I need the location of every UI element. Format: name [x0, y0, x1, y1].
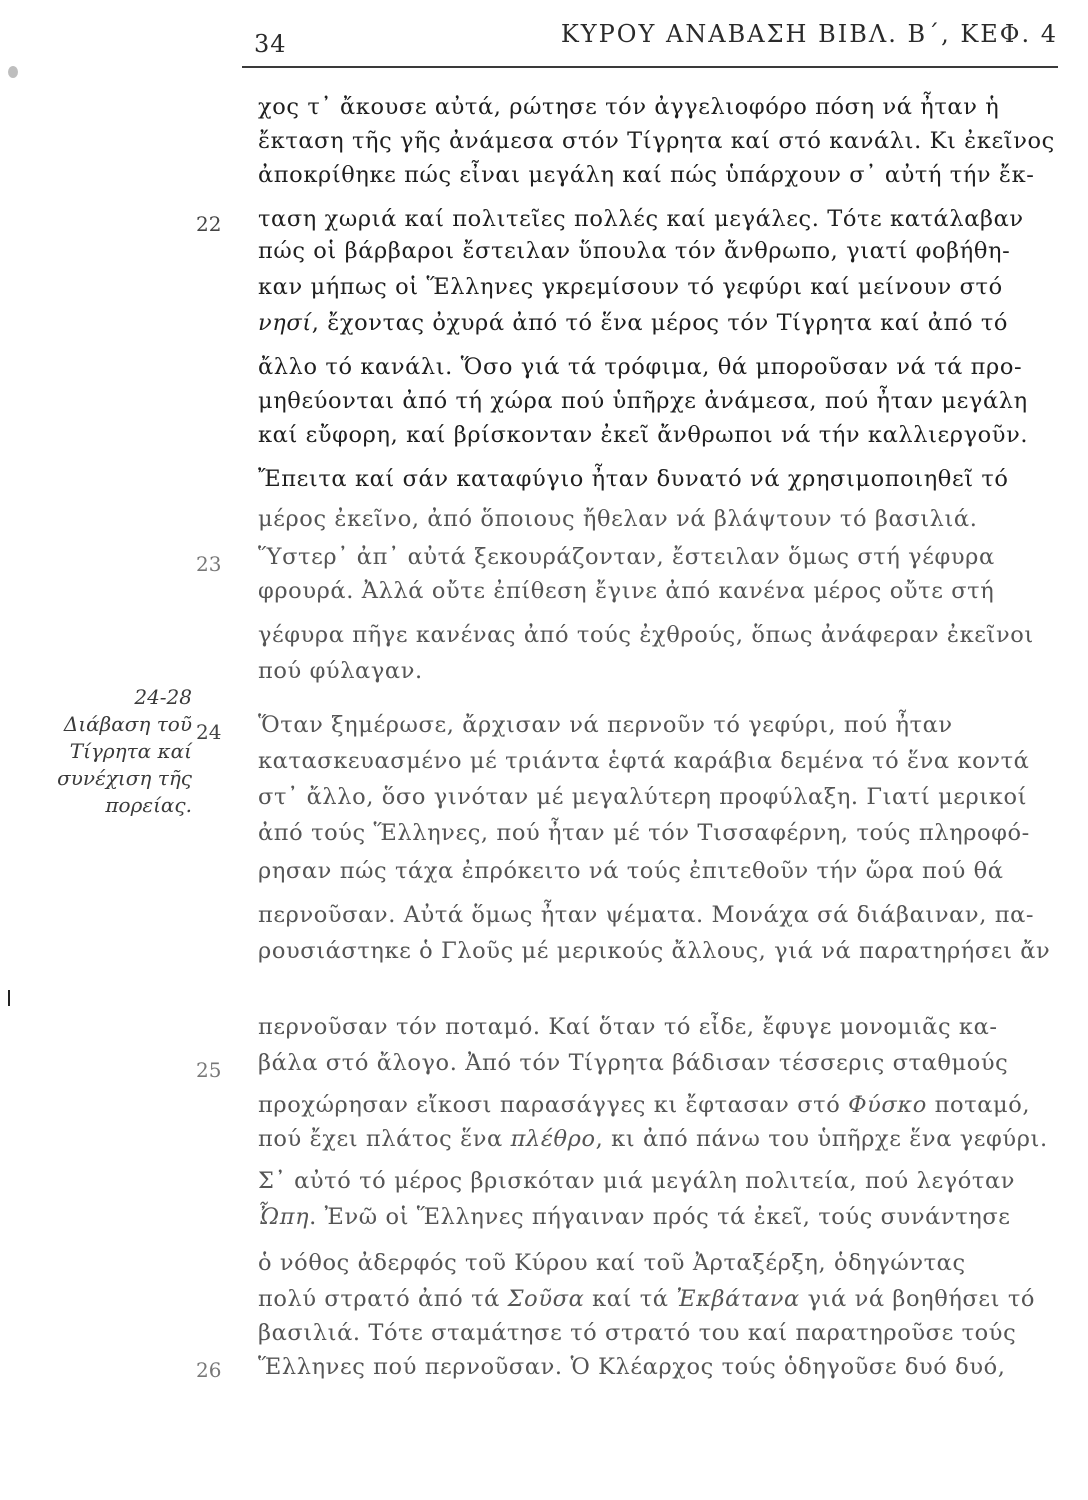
italic-term: Ὦπη [258, 1204, 310, 1230]
italic-term: πλέθρο [510, 1126, 596, 1152]
text-span: ποταμό, [926, 1092, 1031, 1118]
text-line: βάλα στό ἄλογο. Ἀπό τόν Τίγρητα βάδισαν τέσσερις σταθμούς [258, 1050, 1009, 1076]
text-line: πού φύλαγαν. [258, 658, 423, 684]
text-line [258, 1128, 1048, 1151]
margin-note-line: συνέχιση τῆς [57, 766, 192, 790]
italic-term: Σοῦσα [507, 1286, 585, 1312]
text-line: χος τ᾿ ἄκουσε αὐτά, ρώτησε τόν ἀγγελιοφόρο πόση νά ἦταν ἡ [258, 94, 1000, 120]
section-number-23: 23 [196, 552, 222, 576]
text-span: , ἔχοντας ὀχυρά ἀπό τό ἕνα μέρος τόν Τίγρητα καί ἀπό τό [311, 310, 1009, 336]
section-number-25: 25 [196, 1058, 222, 1082]
text-line: Σ᾿ αὐτό τό μέρος βρισκόταν μιά μεγάλη πολιτεία, πού λεγόταν [258, 1168, 1016, 1194]
text-span: . Ἐνῶ οἱ Ἕλληνες πήγαιναν πρός τά ἐκεῖ, τούς συνάντησε [309, 1204, 1011, 1230]
text-line: ἀπό τούς Ἕλληνες, πού ἦταν μέ τόν Τισσαφέρνη, τούς πληροφό- [258, 820, 1030, 846]
margin-note [12, 684, 192, 819]
text-span: πολύ στρατό ἀπό τά [258, 1286, 508, 1312]
text-line: πώς οἱ βάρβαροι ἔστειλαν ὕπουλα τόν ἄνθρωπο, γιατί φοβήθη- [258, 238, 1011, 264]
text-line: Ἔπειτα καί σάν καταφύγιο ἦταν δυνατό νά χρησιμοποιηθεῖ τό [258, 466, 1009, 492]
text-line: μέρος ἐκεῖνο, ἀπό ὅποιους ἤθελαν νά βλάψτουν τό βασιλιά. [258, 506, 978, 532]
text-line: ρησαν πώς τάχα ἐπρόκειτο νά τούς ἐπιτεθοῦν τήν ὥρα πού θά [258, 858, 1004, 884]
italic-term: Ἐκβάτανα [676, 1286, 800, 1312]
text-span: καί τά [584, 1286, 677, 1312]
text-line: καν μήπως οἱ Ἕλληνες γκρεμίσουν τό γεφύρι καί μείνουν στό [258, 274, 1003, 300]
text-line: βασιλιά. Τότε σταμάτησε τό στρατό του καί παρατηροῦσε τούς [258, 1320, 1017, 1346]
text-line: μηθεύονται ἀπό τή χώρα πού ὑπῆρχε ἀνάμεσα, πού ἦταν μεγάλη [258, 388, 1028, 414]
section-number-26: 26 [196, 1358, 222, 1382]
italic-term: νησί [258, 310, 312, 336]
text-line: ἀποκρίθηκε πώς εἶναι μεγάλη καί πώς ὑπάρχουν σ᾿ αὐτή τήν ἔκ- [258, 162, 1035, 188]
text-line: καί εὔφορη, καί βρίσκονταν ἐκεῖ ἄνθρωποι νά τήν καλλιεργοῦν. [258, 422, 1029, 448]
text-line: κατασκευασμένο μέ τριάντα ἑφτά καράβια δεμένα τό ἕνα κοντά [258, 748, 1030, 774]
italic-term: Φύσκο [848, 1092, 927, 1118]
margin-note-line: Τίγρητα καί [69, 739, 192, 763]
text-line: ἔκταση τῆς γῆς ἀνάμεσα στόν Τίγρητα καί στό κανάλι. Κι ἐκεῖνος [258, 128, 1055, 154]
page-number: 34 [254, 30, 287, 58]
margin-note-line: πορείας. [105, 793, 192, 817]
section-number-24: 24 [196, 720, 222, 744]
text-line: Ἕλληνες πού περνοῦσαν. Ὁ Κλέαρχος τούς ὁδηγοῦσε δυό δυό, [258, 1354, 1006, 1380]
running-header: ΚΥΡΟΥ ΑΝΑΒΑΣΗ ΒΙΒΛ. Β΄, ΚΕΦ. 4 [560, 20, 1058, 48]
text-line [258, 312, 1008, 335]
text-line: Ὕστερ᾿ ἀπ᾿ αὐτά ξεκουράζονταν, ἔστειλαν ὅμως στή γέφυρα [258, 544, 995, 570]
margin-note-range: 24-28 [134, 685, 192, 709]
text-line: ἄλλο τό κανάλι. Ὅσο γιά τά τρόφιμα, θά μποροῦσαν νά τά προ- [258, 354, 1023, 380]
header-rule [242, 66, 1058, 68]
text-line [258, 1094, 1030, 1117]
text-line [258, 1288, 1035, 1311]
text-line: περνοῦσαν. Αὐτά ὅμως ἦταν ψέματα. Μονάχα σά διάβαιναν, πα- [258, 902, 1035, 928]
text-line: Ὅταν ξημέρωσε, ἄρχισαν νά περνοῦν τό γεφύρι, πού ἦταν [258, 712, 953, 738]
text-span: πού ἔχει πλάτος ἕνα [258, 1126, 511, 1152]
section-number-22: 22 [196, 212, 222, 236]
text-line: περνοῦσαν τόν ποταμό. Καί ὅταν τό εἶδε, ἔφυγε μονομιᾶς κα- [258, 1014, 998, 1040]
scan-smudge [8, 66, 18, 78]
margin-note-line: Διάβαση τοῦ [63, 712, 192, 736]
text-span: , κι ἀπό πάνω του ὑπῆρχε ἕνα γεφύρι. [595, 1126, 1048, 1152]
text-line: ρουσιάστηκε ὁ Γλοῦς μέ μερικούς ἄλλους, γιά νά παρατηρήσει ἄν [258, 938, 1051, 964]
text-line: φρουρά. Ἀλλά οὔτε ἐπίθεση ἔγινε ἀπό κανένα μέρος οὔτε στή [258, 578, 995, 604]
text-line: γέφυρα πῆγε κανένας ἀπό τούς ἐχθρούς, ὅπως ἀνάφεραν ἐκεῖνοι [258, 622, 1034, 648]
text-line [258, 1206, 1011, 1229]
margin-tick-mark [8, 990, 10, 1006]
text-span: προχώρησαν εἴκοσι παρασάγγες κι ἔφτασαν στό [258, 1092, 849, 1118]
text-line: ὁ νόθος ἀδερφός τοῦ Κύρου καί τοῦ Ἀρταξέρξη, ὁδηγώντας [258, 1250, 966, 1276]
text-span: γιά νά βοηθήσει τό [799, 1286, 1036, 1312]
text-line: στ᾿ ἄλλο, ὅσο γινόταν μέ μεγαλύτερη προφύλαξη. Γιατί μερικοί [258, 784, 1028, 810]
text-line: ταση χωριά καί πολιτεῖες πολλές καί μεγάλες. Τότε κατάλαβαν [258, 206, 1024, 232]
